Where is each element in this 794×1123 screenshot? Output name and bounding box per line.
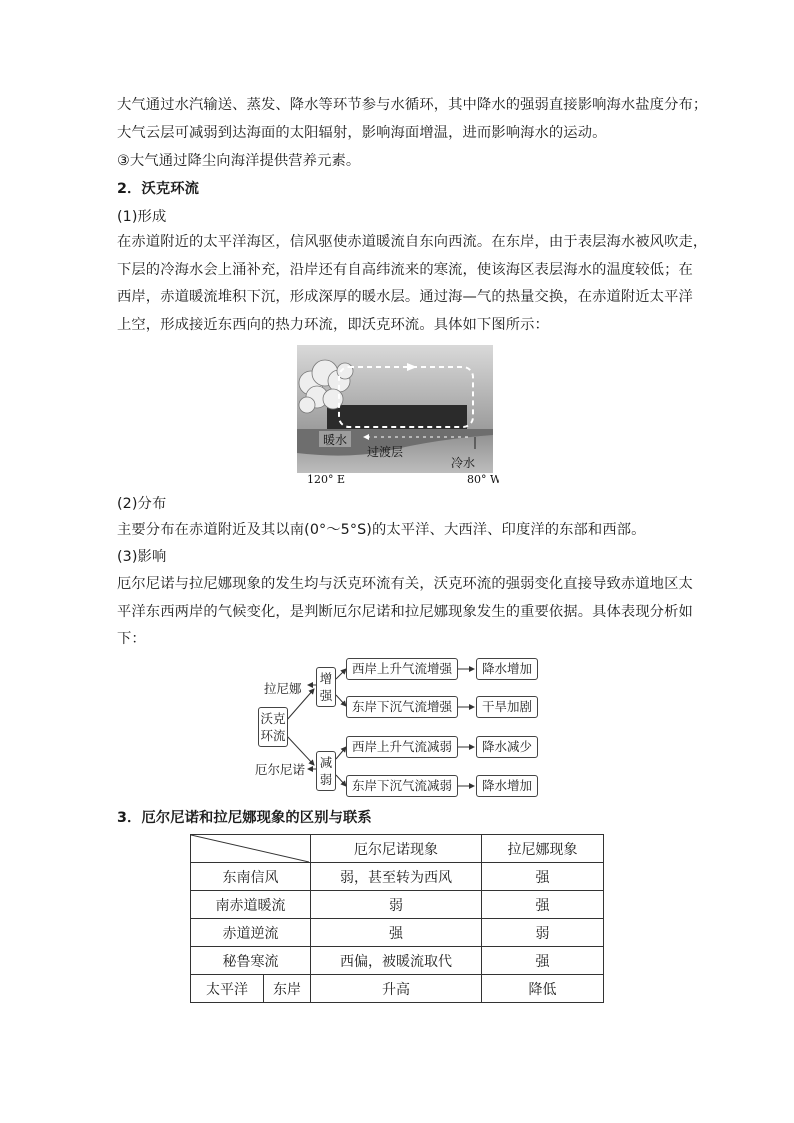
table-cell: 西偏，被暖流取代 (311, 947, 482, 975)
el-nino-label: 厄尔尼诺 (255, 762, 306, 777)
table-header-row (191, 835, 604, 863)
paragraph-line: 平洋东西两岸的气候变化，是判断厄尔尼诺和拉尼娜现象发生的重要依据。具体表现分析如 (117, 604, 693, 620)
flow-result-box: 降水减少 (476, 736, 538, 758)
cold-water-label: 冷水 (451, 456, 476, 470)
flow-condition-box: 东岸下沉气流增强 (346, 696, 458, 718)
paragraph-line: 下： (117, 631, 146, 647)
table-cell: 赤道逆流 (191, 919, 311, 947)
paragraph-line: ③大气通过降尘向海洋提供营养元素。 (117, 153, 361, 169)
walker-box-line: 沃克 (260, 711, 286, 726)
subsection-heading: (1)形成 (117, 209, 167, 225)
lon-right-label: 80° W (467, 473, 499, 486)
table-row (191, 863, 604, 891)
paragraph-line: 西岸，赤道暖流堆积下沉，形成深厚的暖水层。通过海—气的热量交换，在赤道附近太平洋 (117, 289, 693, 305)
transition-layer-label: 过渡层 (367, 445, 404, 459)
subsection-heading: (3)影响 (117, 549, 167, 565)
table-cell: 南赤道暖流 (191, 891, 311, 919)
strengthen-line: 强 (319, 688, 333, 703)
table-cell: 东岸 (264, 975, 311, 1003)
section-heading: 3．厄尔尼诺和拉尼娜现象的区别与联系 (117, 810, 372, 826)
paragraph-line: 在赤道附近的太平洋海区，信风驱使赤道暖流自东向西流。在东岸，由于表层海水被风吹走， (117, 234, 708, 250)
table-corner-cell (191, 835, 311, 863)
weaken-box (316, 751, 336, 791)
table-cell: 弱 (311, 891, 482, 919)
table-cell: 强 (482, 947, 604, 975)
strengthen-line: 增 (319, 671, 333, 686)
paragraph-line: 上空，形成接近东西向的热力环流，即沃克环流。具体如下图所示： (117, 317, 549, 333)
table-header: 拉尼娜现象 (482, 835, 604, 863)
walker-circulation-figure (287, 343, 499, 487)
ocean-surface (327, 405, 467, 429)
table-row (191, 891, 604, 919)
table-cell: 降低 (482, 975, 604, 1003)
table-cell: 东南信风 (191, 863, 311, 891)
paragraph-line: 主要分布在赤道附近及其以南(0°～5°S)的太平洋、大西洋、印度洋的东部和西部。 (117, 522, 646, 538)
walker-box-line: 环流 (260, 728, 286, 743)
weaken-line: 弱 (319, 772, 333, 787)
walker-box (258, 707, 288, 747)
table-cell: 弱 (482, 919, 604, 947)
diagonal-line (191, 835, 309, 862)
weaken-line: 减 (319, 755, 333, 770)
paragraph-line: 下层的冷海水会上涌补充，沿岸还有自高纬流来的寒流，使该海区表层海水的温度较低；在 (117, 262, 693, 278)
table-cell: 强 (311, 919, 482, 947)
flow-condition-box: 西岸上升气流减弱 (346, 736, 458, 758)
flow-condition-box: 东岸下沉气流减弱 (346, 775, 458, 797)
lon-left-label: 120° E (307, 473, 346, 486)
table-row (191, 947, 604, 975)
comparison-table (190, 834, 604, 1003)
table-row (191, 919, 604, 947)
table-header: 厄尔尼诺现象 (311, 835, 482, 863)
subsection-heading: (2)分布 (117, 496, 167, 512)
strengthen-box (316, 667, 336, 707)
warm-water-label: 暖水 (323, 433, 348, 447)
table-cell: 升高 (311, 975, 482, 1003)
la-nina-label: 拉尼娜 (264, 681, 302, 696)
table-cell: 太平洋 (191, 975, 264, 1003)
paragraph-line: 大气通过水汽输送、蒸发、降水等环节参与水循环，其中降水的强弱直接影响海水盐度分布； (117, 97, 708, 113)
walker-flow-diagram (255, 655, 543, 800)
flow-result-box: 降水增加 (476, 658, 538, 680)
table-row (191, 975, 604, 1003)
paragraph-line: 大气云层可减弱到达海面的太阳辐射，影响海面增温，进而影响海水的运动。 (117, 125, 607, 141)
flow-condition-box: 西岸上升气流增强 (346, 658, 458, 680)
table-cell: 秘鲁寒流 (191, 947, 311, 975)
section-heading: 2．沃克环流 (117, 181, 200, 197)
flow-result-box: 干旱加剧 (476, 696, 538, 718)
table-cell: 弱，甚至转为西风 (311, 863, 482, 891)
flow-result-box: 降水增加 (476, 775, 538, 797)
table-cell: 强 (482, 863, 604, 891)
paragraph-line: 厄尔尼诺与拉尼娜现象的发生均与沃克环流有关，沃克环流的强弱变化直接导致赤道地区太 (117, 576, 693, 592)
table-cell: 强 (482, 891, 604, 919)
